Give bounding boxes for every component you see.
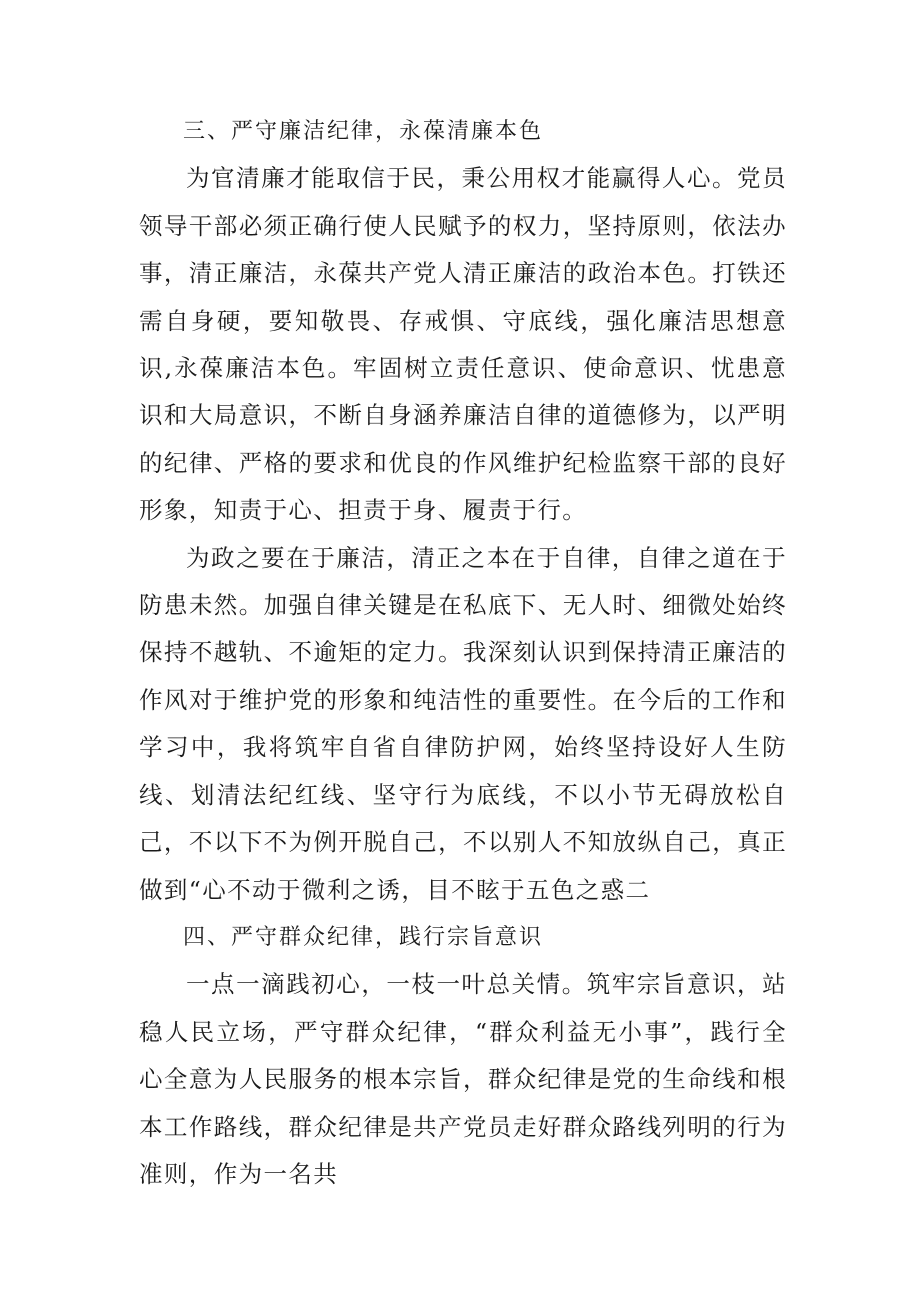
section-heading-4: 四、严守群众纪律，践行宗旨意识	[183, 924, 544, 950]
document-body	[139, 108, 787, 1198]
section-3-paragraph-1: 为官清廉才能取信于民，秉公用权才能赢得人心。党员领导干部必须正确行使人民赋予的权力，坚持原则，依法办事，清正廉洁，永葆共产党人清正廉洁的政治本色。打铁还需自身硬，要知敬畏、存戒惧、守底线，强化廉洁思想意识,永葆廉洁本色。牢固树立责任意识、使命意识、忧患意识和大局意识，不断自身涵养廉洁自律的道德修为，以严明的纪律、严格的要求和优良的作风维护纪检监察干部的良好形象，知责于心、担责于身、履责于行。	[139, 164, 787, 525]
section-heading-3: 三、严守廉洁纪律，永葆清廉本色	[183, 119, 544, 144]
section-3-paragraph-2: 为政之要在于廉洁，清正之本在于自律，自律之道在于防患未然。加强自律关键是在私底下、无人时、细微处始终保持不越轨、不逾矩的定力。我深刻认识到保持清正廉洁的作风对于维护党的形象和纯洁性的重要性。在今后的工作和学习中，我将筑牢自省自律防护网，始终坚持设好人生防线、划清法纪红线、坚守行为底线，不以小节无碍放松自己，不以下不为例开脱自己，不以别人不知放纵自己，真正做到“心不动于微利之诱，目不眩于五色之惑二	[139, 543, 787, 904]
section-4-paragraph-1: 一点一滴践初心，一枝一叶总关情。筑牢宗旨意识，站稳人民立场，严守群众纪律，“群众利益无小事”，践行全心全意为人民服务的根本宗旨，群众纪律是党的生命线和根本工作路线，群众纪律是共产党员走好群众路线列明的行为准则，作为一名共	[139, 970, 787, 1188]
